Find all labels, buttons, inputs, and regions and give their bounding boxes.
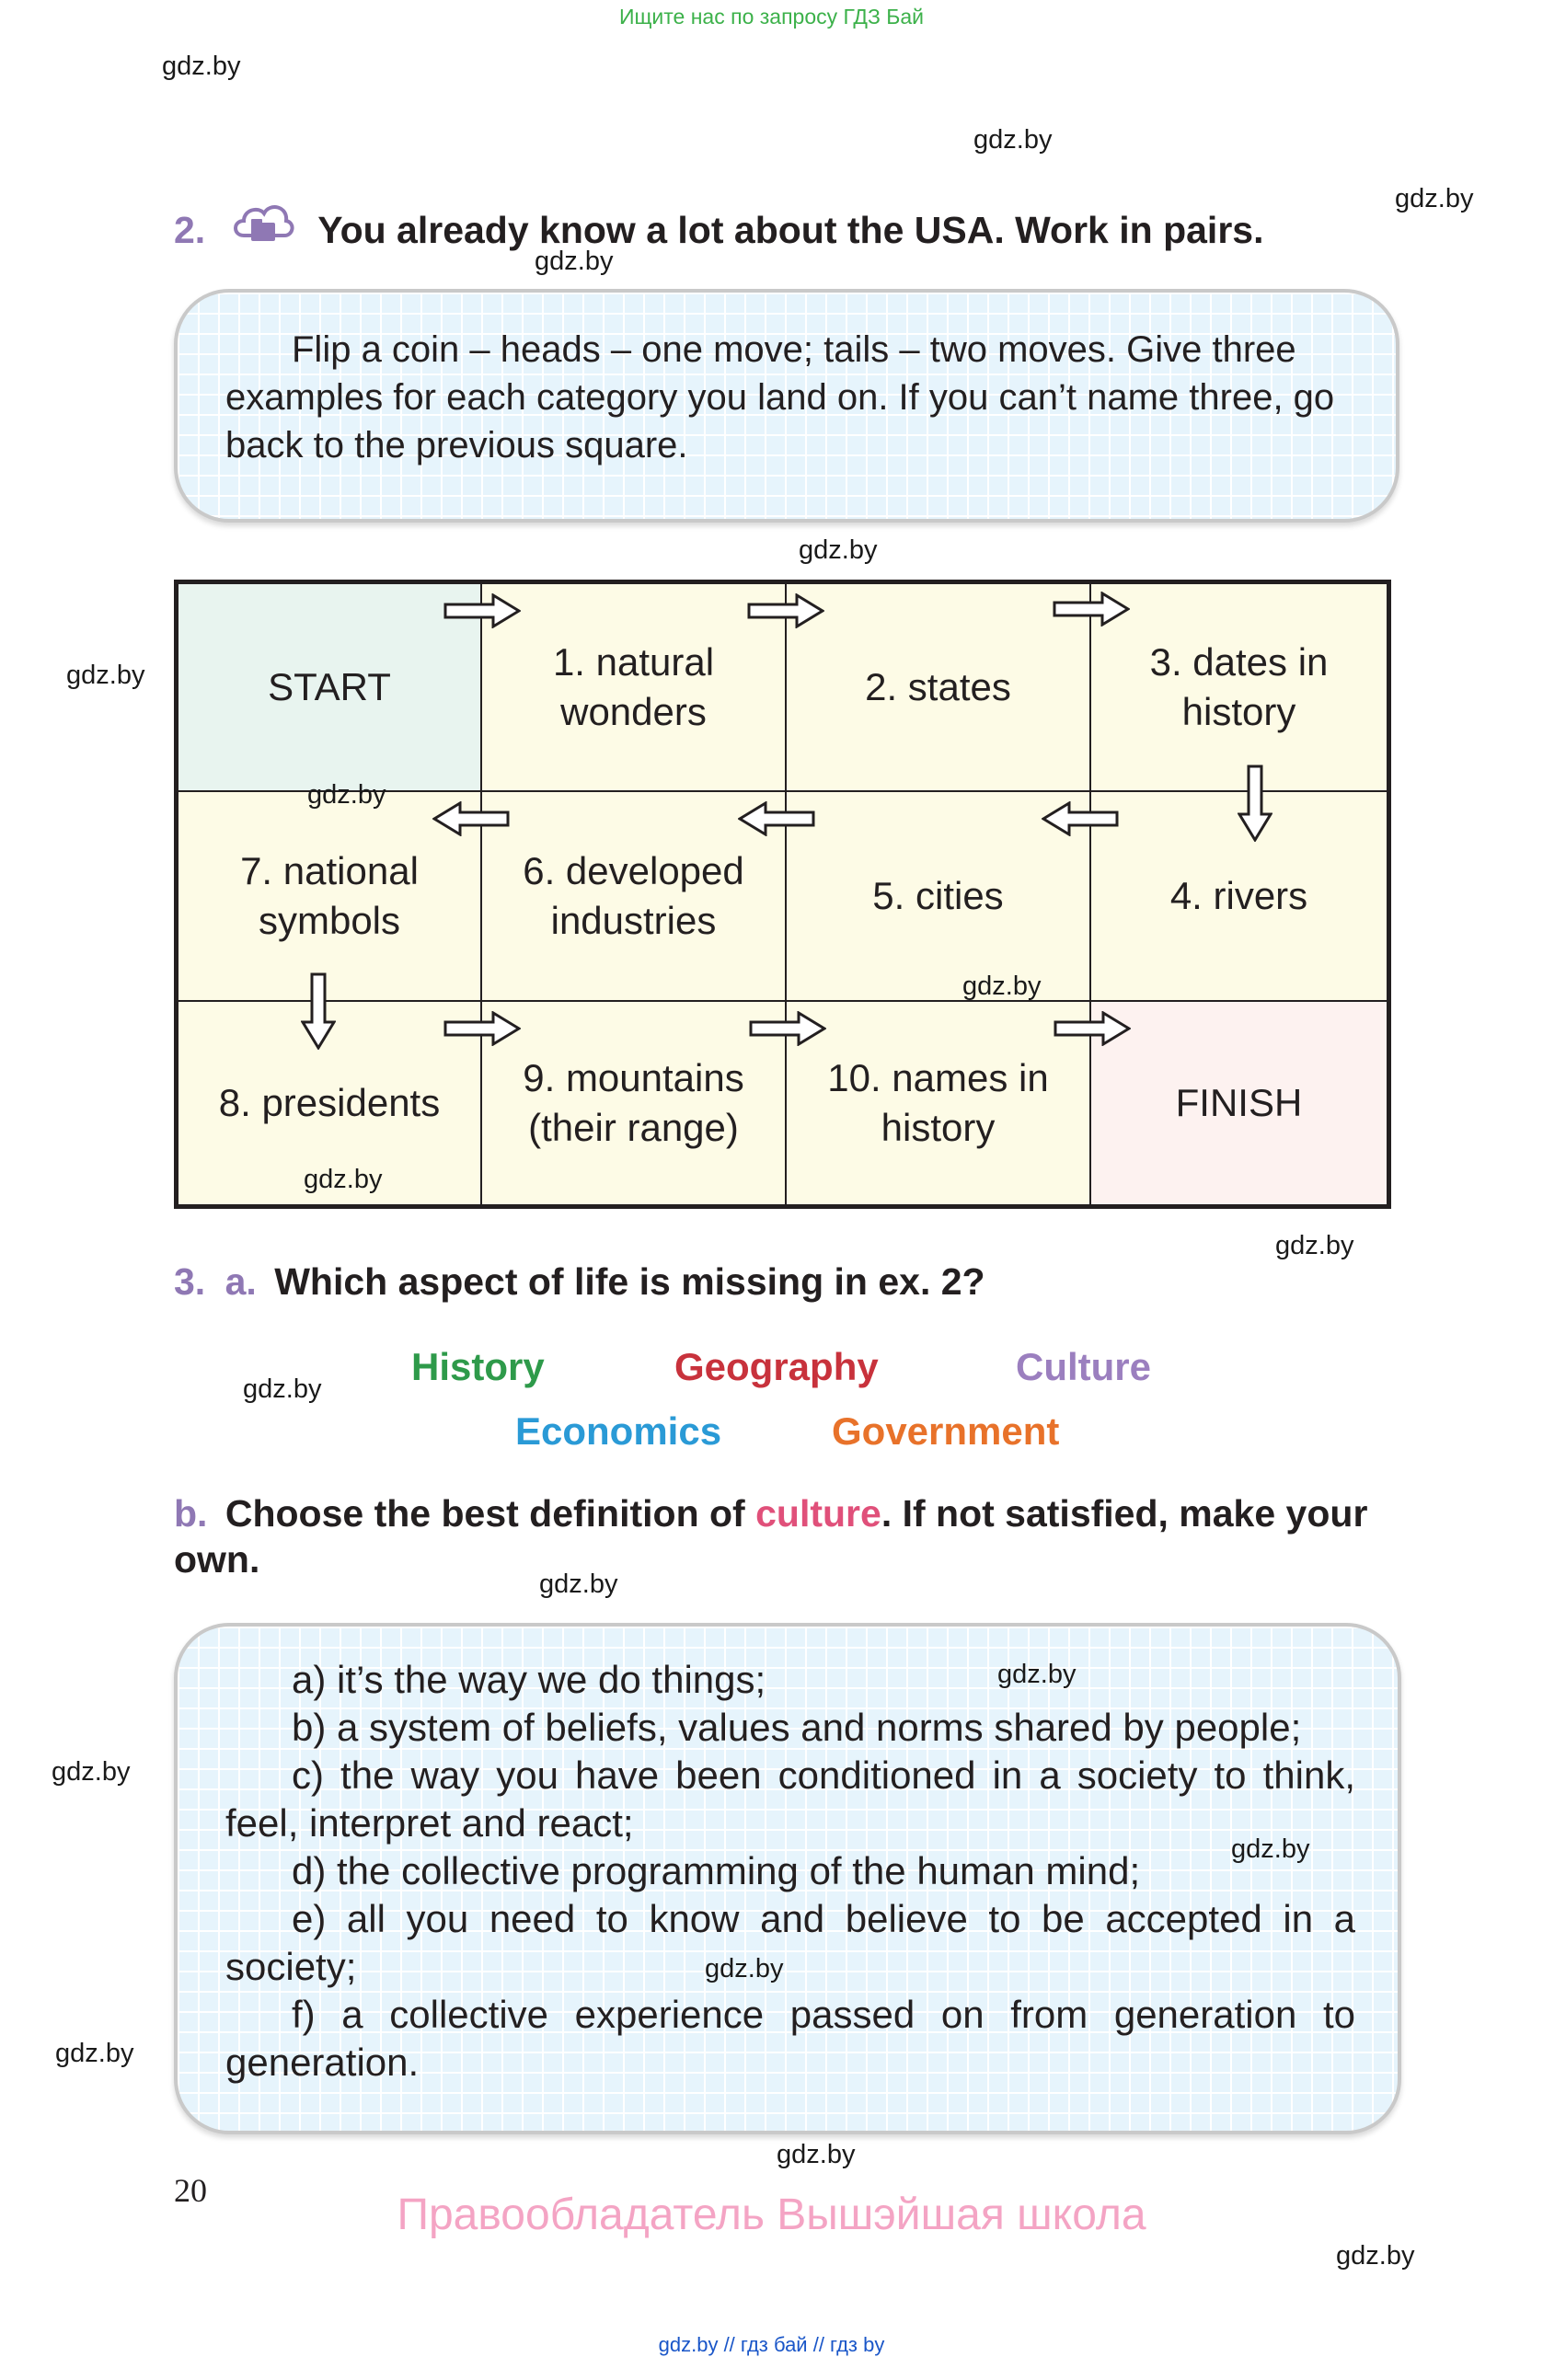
- left-arrow-icon: [1042, 801, 1119, 836]
- definition-item: e) all you need to know and believe to be accepted in a society;: [225, 1897, 1355, 1988]
- watermark: gdz.by: [243, 1374, 322, 1404]
- right-arrow-icon: [1054, 1011, 1131, 1046]
- board-cell: 9. mountains (their range): [480, 1000, 787, 1206]
- search-hint: Ищите нас по запросу ГДЗ Бай: [618, 5, 925, 29]
- watermark: gdz.by: [55, 2039, 134, 2068]
- board-cell: 5. cities: [785, 790, 1091, 1002]
- exercise-2-heading: [174, 199, 1263, 258]
- exercise-3a-heading: [174, 1260, 985, 1304]
- definition-item: f) a collective experience passed on from generation to generation.: [225, 1993, 1355, 2084]
- exercise-2-title: You already know a lot about the USA. Work in pairs.: [317, 209, 1264, 251]
- watermark: gdz.by: [1336, 2241, 1415, 2271]
- page-number: 20: [174, 2172, 207, 2209]
- game-board: [174, 580, 1391, 1209]
- part-label: a.: [225, 1260, 257, 1303]
- board-cell: 6. developed industries: [480, 790, 787, 1002]
- board-cell-finish: FINISH: [1089, 1000, 1388, 1206]
- exercise-3b-heading: [174, 1490, 1398, 1582]
- watermark: gdz.by: [997, 1660, 1077, 1689]
- cloud-folder-icon: [231, 199, 295, 258]
- board-cell: 8. presidents: [177, 1000, 482, 1206]
- board-cell-start: START: [177, 582, 482, 792]
- right-arrow-icon: [749, 1011, 826, 1046]
- down-arrow-icon: [1238, 765, 1272, 842]
- right-arrow-icon: [443, 1011, 521, 1046]
- part-label: b.: [174, 1492, 208, 1535]
- watermark: gdz.by: [962, 972, 1042, 1001]
- definitions-list: [225, 1656, 1355, 2087]
- category-economics: Economics: [515, 1409, 722, 1453]
- watermark: gdz.by: [1275, 1231, 1354, 1260]
- definition-item: d) the collective programming of the human mind;: [292, 1849, 1141, 1892]
- definition-item: b) a system of beliefs, values and norms shared by people;: [292, 1706, 1302, 1749]
- definitions-panel: [174, 1623, 1401, 2134]
- category-geography: Geography: [674, 1345, 879, 1388]
- board-cell: 10. names in history: [785, 1000, 1091, 1206]
- left-arrow-icon: [432, 801, 510, 836]
- category-government: Government: [832, 1409, 1060, 1453]
- definition-item: a) it’s the way we do things;: [292, 1658, 766, 1701]
- culture-word: culture: [755, 1492, 881, 1535]
- watermark: gdz.by: [162, 52, 241, 81]
- board-cell: 1. natural wonders: [480, 582, 787, 792]
- exercise-number: 2.: [174, 209, 206, 251]
- watermark: gdz.by: [705, 1954, 784, 1983]
- definition-item: c) the way you have been conditioned in a society to think, feel, interpret and react;: [225, 1753, 1355, 1845]
- watermark: gdz.by: [304, 1165, 383, 1194]
- watermark: gdz.by: [1231, 1834, 1310, 1864]
- copyright-notice: Правообладатель Вышэйшая школа: [397, 2190, 1146, 2239]
- category-history: History: [411, 1345, 545, 1388]
- exercise-number: 3.: [174, 1260, 206, 1303]
- watermark: gdz.by: [973, 125, 1053, 155]
- watermark: gdz.by: [66, 661, 145, 690]
- watermark: gdz.by: [799, 535, 878, 565]
- footer-links: gdz.by // гдз бай // гдз by: [658, 2333, 885, 2356]
- category-culture: Culture: [1016, 1345, 1151, 1388]
- exercise-3a-question: Which aspect of life is missing in ex. 2?: [274, 1260, 985, 1303]
- board-cell: 2. states: [785, 582, 1091, 792]
- instructions-text: Flip a coin – heads – one move; tails – two moves. Give three examples for each category you land on. If you can’t name three, go back to the previous square.: [225, 329, 1335, 466]
- watermark: gdz.by: [307, 780, 386, 810]
- watermark: gdz.by: [1395, 184, 1474, 213]
- board-cell: 3. dates in history: [1089, 582, 1388, 792]
- watermark: gdz.by: [535, 247, 614, 276]
- exercise-3b-pre: Choose the best definition of: [225, 1492, 745, 1535]
- board-cell: 7. national symbols: [177, 790, 482, 1002]
- watermark: gdz.by: [52, 1757, 131, 1787]
- watermark: gdz.by: [539, 1569, 618, 1599]
- instructions-panel: [174, 289, 1399, 523]
- right-arrow-icon: [747, 593, 824, 628]
- right-arrow-icon: [1053, 592, 1130, 627]
- watermark: gdz.by: [777, 2140, 856, 2169]
- right-arrow-icon: [443, 593, 521, 628]
- exercise-3b-post: . If not satisfied, make your own.: [174, 1492, 1368, 1581]
- down-arrow-icon: [301, 972, 336, 1050]
- left-arrow-icon: [738, 801, 815, 836]
- board-cell: 4. rivers: [1089, 790, 1388, 1002]
